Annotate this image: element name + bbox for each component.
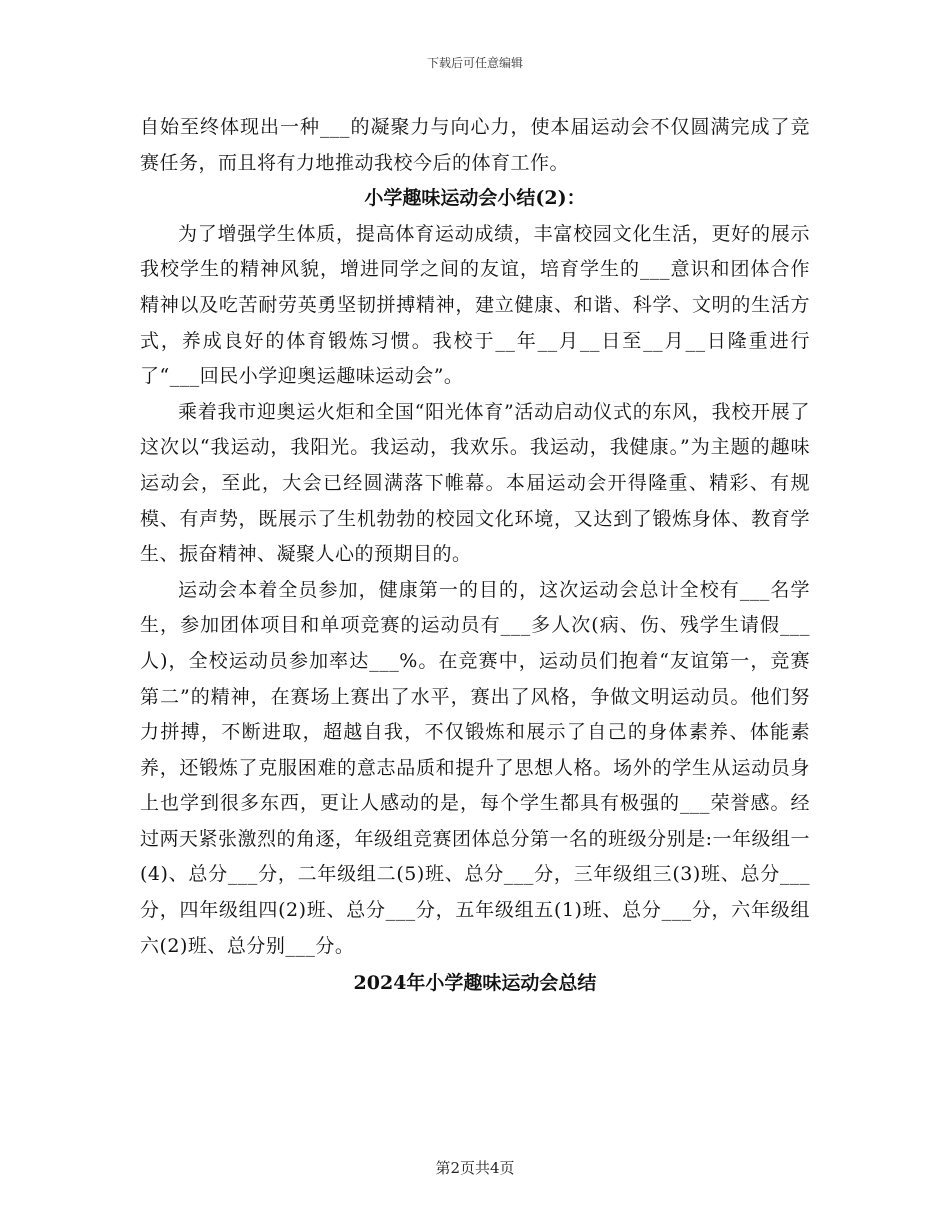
body-paragraph-purpose: 为了增强学生体质，提高体育运动成绩，丰富校园文化生活，更好的展示我校学生的精神风貌，增进同学之间的友谊，培育学生的___意识和团体合作精神以及吃苦耐劳英勇坚韧拼搏精神，建立健康、和谐、科学、文明的生活方式，养成良好的体育锻炼习惯。我校于__年__月__日至__月__日隆重进行了“___回民小学迎奥运趣味运动会”。	[140, 222, 810, 388]
document-body	[140, 110, 810, 1002]
body-paragraph-results: 运动会本着全员参加，健康第一的目的，这次运动会总计全校有___名学生，参加团体项目和单项竞赛的运动员有___多人次(病、伤、残学生请假___人)，全校运动员参加率达___%。在竞赛中，运动员们抱着“友谊第一，竞赛第二”的精神，在赛场上赛出了水平，赛出了风格，争做文明运动员。他们努力拼搏，不断进取，超越自我，不仅锻炼和展示了自己的身体素养、体能素养，还锻炼了克服困难的意志品质和提升了思想人格。场外的学生从运动员身上也学到很多东西，更让人感动的是，每个学生都具有极强的___荣誉感。经过两天紧张激烈的角逐，年级组竞赛团体总分第一名的班级分别是:一年级组一(4)、总分___分，二年级组二(5)班、总分___分，三年级组三(3)班、总分___分，四年级组四(2)班、总分___分，五年级组五(1)班、总分___分，六年级组六(2)班、总分别___分。	[140, 578, 810, 957]
continuation-paragraph: 自始至终体现出一种___的凝聚力与向心力，使本届运动会不仅圆满完成了竞赛任务，而且将有力地推动我校今后的体育工作。	[140, 116, 810, 174]
page-header: 下载后可任意编辑	[426, 56, 523, 70]
page-number: 第2页共4页	[435, 1159, 515, 1177]
body-paragraph-theme: 乘着我市迎奥运火炬和全国“阳光体育”活动启动仪式的东风，我校开展了这次以“我运动，我阳光。我运动，我欢乐。我运动，我健康。”为主题的趣味运动会，至此，大会已经圆满落下帷幕。本届运动会开得隆重、精彩、有规模、有声势，既展示了生机勃勃的校园文化环境，又达到了锻炼身体、教育学生、振奋精神、凝聚人心的预期目的。	[140, 400, 810, 566]
section-heading-2024-summary: 2024年小学趣味运动会总结	[353, 972, 597, 995]
section-heading-summary-2: 小学趣味运动会小结(2)：	[364, 187, 586, 210]
